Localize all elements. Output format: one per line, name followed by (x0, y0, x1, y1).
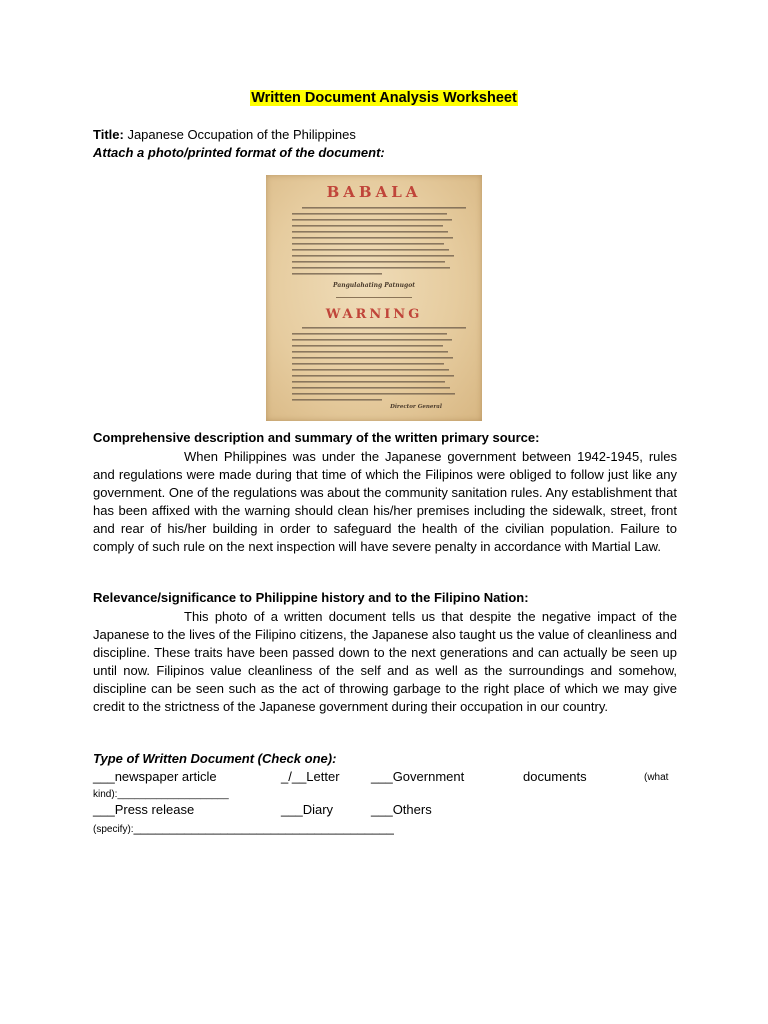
attach-instruction: Attach a photo/printed format of the document: (93, 145, 385, 160)
document-text-line (292, 273, 382, 275)
document-signature-top: Pangulahating Patnugot (333, 282, 415, 289)
document-text-line (292, 231, 448, 233)
document-text-line (292, 261, 445, 263)
kind-text: kind):____________________ (93, 789, 229, 800)
document-photo-graphic (266, 175, 482, 421)
document-text-line (292, 219, 452, 221)
relevance-heading: Relevance/significance to Philippine history and to the Filipino Nation: (93, 590, 529, 605)
document-text-line (292, 387, 450, 389)
description-paragraph (93, 448, 677, 555)
document-text-line (292, 351, 448, 353)
document-signature-bottom: Director General (390, 404, 442, 410)
document-text-line (292, 357, 453, 359)
worksheet-title (0, 89, 768, 107)
document-text-line (302, 327, 466, 329)
document-text-line (292, 225, 443, 227)
document-text-line (302, 207, 466, 209)
document-text-line (292, 339, 452, 341)
document-text-line (292, 249, 449, 251)
document-text-line (292, 375, 454, 377)
kind-line (93, 785, 229, 800)
description-heading: Comprehensive description and summary of the written primary source: (93, 430, 540, 445)
option-what-label: (what (644, 772, 669, 783)
document-text-line (292, 399, 382, 401)
document-text-line (292, 345, 443, 347)
document-text-line (292, 255, 454, 257)
document-text-line (292, 381, 445, 383)
worksheet-title-text: Written Document Analysis Worksheet (251, 90, 517, 106)
document-heading-warning: WARNING (325, 307, 423, 322)
document-text-line (292, 267, 450, 269)
option-government: ___Government (371, 769, 465, 784)
specify-label: (specify): (93, 824, 134, 835)
document-text-line (292, 213, 447, 215)
document-text-line (292, 243, 444, 245)
specify-blank: ____________________________________ (133, 820, 394, 835)
document-text-line (292, 333, 447, 335)
option-letter: _/__Letter (281, 769, 340, 784)
option-government-documents: documents (523, 769, 587, 784)
type-heading: Type of Written Document (Check one): (93, 751, 337, 766)
option-diary: ___Diary (281, 802, 334, 817)
document-heading-babala: BABALA (326, 183, 422, 201)
document-text-line (292, 393, 455, 395)
relevance-text: This photo of a written document tells us that despite the negative impact of the Japanese to the lives of the Filipino citizens, the Japanese also taught us the value of cleanliness and discipline. These traits have been passed down to the next generations and can actually be seen up until now. Filipinos value cleanliness of the self and as well as the surroundings and somehow, discipline can be seen such as the act of throwing garbage to the right place of which we may give credit to the strictness of the Japanese government during their occupation in our country. (93, 609, 677, 714)
relevance-paragraph (93, 608, 677, 715)
document-text-line (292, 363, 444, 365)
option-newspaper: ___newspaper article (93, 769, 217, 784)
document-text-line (292, 369, 449, 371)
document-text-lines-bottom (292, 327, 466, 401)
option-others: ___Others (371, 802, 432, 817)
document-text-line (292, 237, 453, 239)
document-text-lines-top (292, 207, 466, 275)
title-value: Japanese Occupation of the Philippines (127, 127, 356, 142)
description-text: When Philippines was under the Japanese government between 1942-1945, rules and regulations were made during that time of which the Filipinos were obliged to follow just like any government. One of the regulations was about the community sanitation rules. Any establishment that has been affixed with the warning should clean his/her premises including the sidewalk, street, front and rear of his/her building in order to safeguard the health of the civilian population. Failure to comply of such rule on the next inspection will have severe penalty in accordance with Martial Law. (93, 449, 677, 554)
title-line (93, 127, 356, 142)
option-press-release: ___Press release (93, 802, 195, 817)
specify-line (93, 820, 394, 835)
document-divider (336, 297, 412, 298)
title-label: Title: (93, 127, 124, 142)
document-photo (266, 175, 482, 421)
